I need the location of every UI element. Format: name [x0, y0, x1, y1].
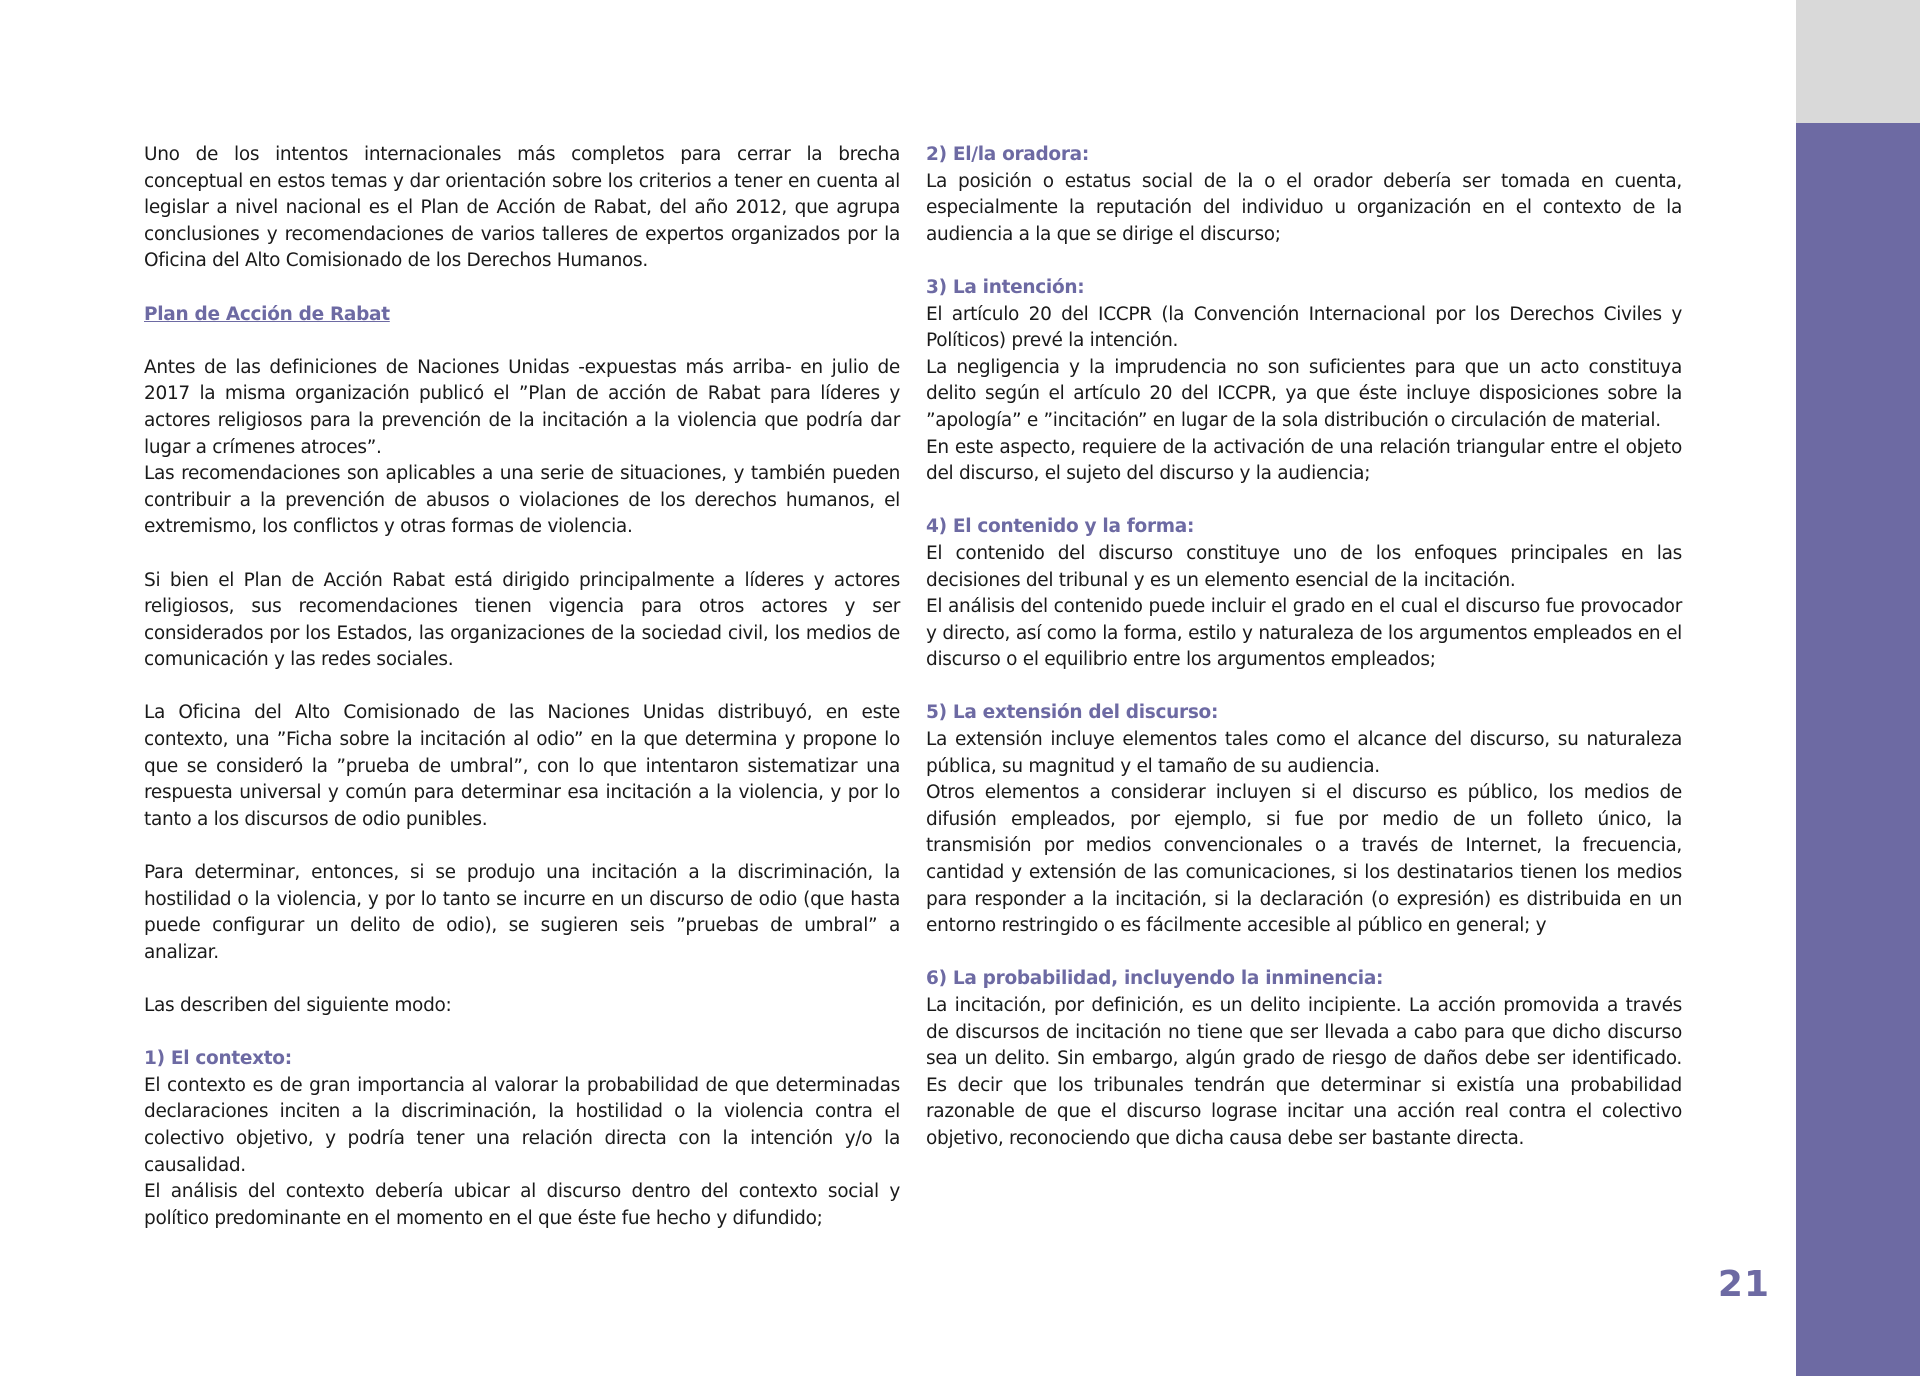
- rabat-plan-link[interactable]: Plan de Acción de Rabat: [144, 303, 390, 325]
- section-heading-context: 1) El contexto:: [144, 1048, 292, 1070]
- paragraph: La extensión incluye elementos tales como el alcance del discurso, su naturaleza pública, su magnitud y el tamaño de su audiencia.: [926, 729, 1682, 777]
- paragraph: La posición o estatus social de la o el orador debería ser tomada en cuenta, especialmente la reputación del individuo u organización en el contexto de la audiencia a la que se dirige el discurso;: [926, 170, 1682, 245]
- section-heading-probability: 6) La probabilidad, incluyendo la inminencia:: [926, 968, 1384, 990]
- paragraph: El análisis del contenido puede incluir el grado en el cual el discurso fue provocador y directo, así como la forma, estilo y naturaleza de los argumentos empleados en el discurso o el equilibrio entre los argumentos empleados;: [926, 596, 1682, 671]
- sidebar-top-block: [1796, 0, 1920, 123]
- intro-paragraph: Uno de los intentos internacionales más completos para cerrar la brecha conceptual en estos temas y dar orientación sobre los criterios a tener en cuenta al legislar a nivel nacional es el Plan de Acción de Rabat, del año 2012, que agrupa conclusiones y recomendaciones de varios talleres de expertos organizados por la Oficina del Alto Comisionado de los Derechos Humanos.: [144, 144, 900, 272]
- paragraph: El contenido del discurso constituye uno de los enfoques principales en las decisiones del tribunal y es un elemento esencial de la incitación.: [926, 542, 1682, 591]
- paragraph: La negligencia y la imprudencia no son suficientes para que un acto constituya delito según el artículo 20 del ICCPR, ya que éste incluye disposiciones sobre la ”apología” e ”incitación” en lugar de la sola distribución o circulación de material.: [926, 356, 1682, 431]
- paragraph: Otros elementos a considerar incluyen si el discurso es público, los medios de difusión empleados, por ejemplo, si fue por medio de un folleto único, la transmisión por medios convencionales o a través de Internet, la frecuencia, cantidad y extensión de las comunicaciones, si los destinatarios tienen los medios para responder a la incitación, si la declaración (o expresión) es distribuida en un entorno restringido o es fácilmente accesible al público en general; y: [926, 782, 1682, 937]
- paragraph: La incitación, por definición, es un delito incipiente. La acción promovida a través de discursos de incitación no tiene que ser llevada a cabo para que dicho discurso sea un delito. Sin embargo, algún grado de riesgo de daños debe ser identificado. Es decir que los tribunales tendrán que determinar si existía una probabilidad razonable de que el discurso lograse incitar una acción real contra el colectivo objetivo, reconociendo que dicha causa debe ser bastante directa.: [926, 995, 1682, 1149]
- section-heading-extent: 5) La extensión del discurso:: [926, 702, 1219, 724]
- paragraph: Antes de las definiciones de Naciones Unidas -expuestas más arriba- en julio de 2017 la misma organización publicó el ”Plan de acción de Rabat para líderes y actores religiosos para la prevención de la incitación a la violencia que podría dar lugar a crímenes atroces”.: [144, 356, 900, 458]
- paragraph: Para determinar, entonces, si se produjo una incitación a la discriminación, la hostilidad o la violencia, y por lo tanto se incurre en un discurso de odio (que hasta puede configurar un delito de odio), se sugieren seis ”pruebas de umbral” a analizar.: [144, 862, 900, 963]
- sidebar-color-band: [1796, 123, 1920, 1376]
- right-column: [926, 142, 1682, 1153]
- left-column: [144, 142, 900, 1232]
- paragraph: El artículo 20 del ICCPR (la Convención Internacional por los Derechos Civiles y Políticos) prevé la intención.: [926, 303, 1682, 352]
- section-heading-intention: 3) La intención:: [926, 276, 1085, 298]
- paragraph: La Oficina del Alto Comisionado de las Naciones Unidas distribuyó, en este contexto, una ”Ficha sobre la incitación al odio” en la que determina y propone lo que se consideró la ”prueba de umbral”, con lo que intentaron sistematizar una respuesta universal y común para determinar esa incitación a la violencia, y por lo tanto a los discursos de odio punibles.: [144, 702, 900, 830]
- paragraph: Las describen del siguiente modo:: [144, 995, 452, 1016]
- paragraph: El análisis del contexto debería ubicar al discurso dentro del contexto social y político predominante en el momento en el que éste fue hecho y difundido;: [144, 1181, 900, 1229]
- section-heading-content-form: 4) El contenido y la forma:: [926, 516, 1195, 538]
- paragraph: Las recomendaciones son aplicables a una serie de situaciones, y también pueden contribuir a la prevención de abusos o violaciones de los derechos humanos, el extremismo, los conflictos y otras formas de violencia.: [144, 463, 900, 538]
- paragraph: En este aspecto, requiere de la activación de una relación triangular entre el objeto del discurso, el sujeto del discurso y la audiencia;: [926, 436, 1682, 485]
- section-heading-speaker: 2) El/la oradora:: [926, 144, 1089, 165]
- page-number: 21: [1717, 1264, 1770, 1305]
- paragraph: Si bien el Plan de Acción Rabat está dirigido principalmente a líderes y actores religiosos, sus recomendaciones tienen vigencia para otros actores y ser considerados por los Estados, las organizaciones de la sociedad civil, los medios de comunicación y las redes sociales.: [144, 569, 900, 671]
- paragraph: El contexto es de gran importancia al valorar la probabilidad de que determinadas declaraciones inciten a la discriminación, la hostilidad o la violencia contra el colectivo objetivo, y podría tener una relación directa con la intención y/o la causalidad.: [144, 1074, 900, 1176]
